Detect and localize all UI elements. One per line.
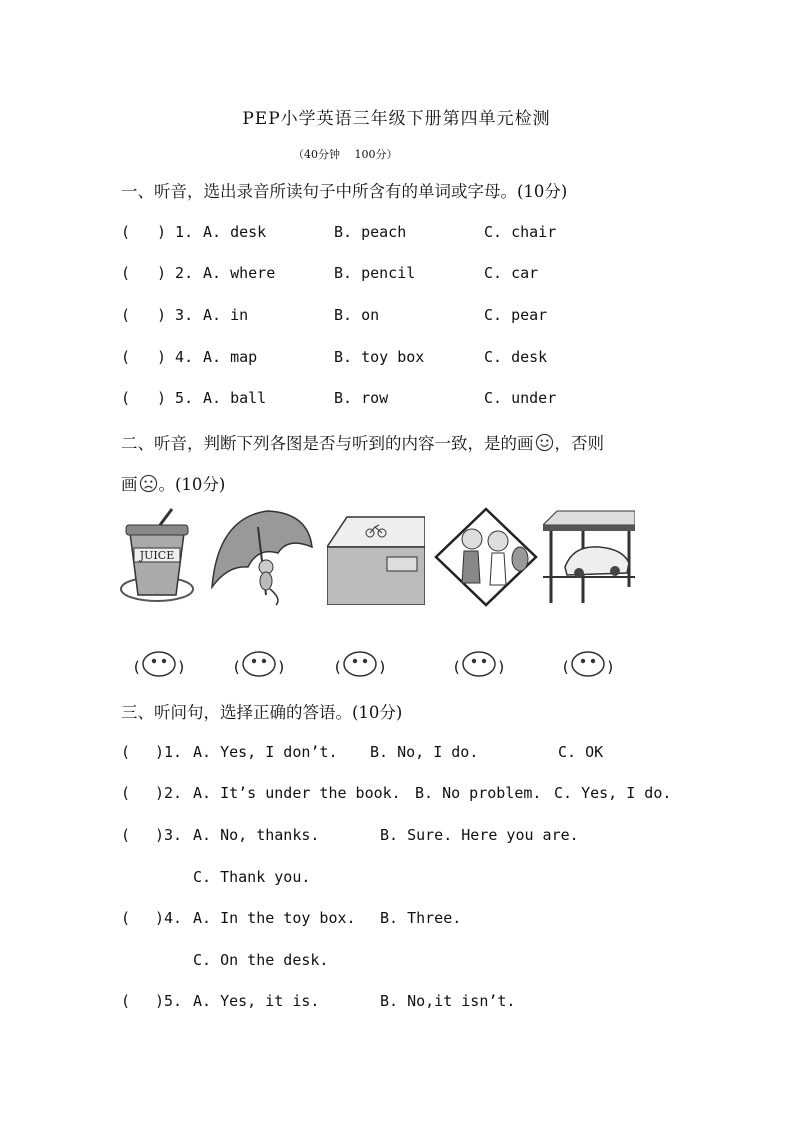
option-b: B. No,it isn’t. <box>380 992 516 1010</box>
page-title: PEP小学英语三年级下册第四单元检测 <box>242 109 551 129</box>
paren-open: ( <box>232 658 242 676</box>
option-b: B. No, I do. <box>370 743 479 761</box>
item-number: ) 4. <box>157 348 194 366</box>
answer-paren[interactable]: ( <box>121 389 131 407</box>
paren-close: ) <box>378 658 388 676</box>
section2-heading-text-2: ，否则 <box>554 434 604 453</box>
answer-paren[interactable]: ( <box>121 743 131 761</box>
section1-heading: 一、听音，选出录音所读句子中所含有的单词或字母。(10分) <box>121 182 568 201</box>
map-children-image <box>434 507 538 607</box>
answer-paren[interactable]: ( <box>121 826 131 844</box>
juice-label: JUICE <box>139 549 175 562</box>
option-a: A. Yes, I don’t. <box>193 743 338 761</box>
option-b: B. on <box>334 306 380 324</box>
option-a: A. desk <box>203 223 267 241</box>
section2-heading-line2 <box>121 471 225 495</box>
option-b: B. No problem. <box>415 784 542 802</box>
section2-heading-text: 二、听音，判断下列各图是否与听到的内容一致，是的画 <box>121 434 534 453</box>
option-b: B. Sure. Here you are. <box>380 826 579 844</box>
item-number: )1. <box>155 743 183 761</box>
paren-close: ) <box>177 658 187 676</box>
item-number: ) 3. <box>157 306 194 324</box>
item-number: )2. <box>155 784 183 802</box>
answer-paren[interactable]: ( <box>121 992 131 1010</box>
section2-heading-line1 <box>121 430 604 454</box>
option-b: B. toy box <box>334 348 425 366</box>
item-number: ) 1. <box>157 223 194 241</box>
juice-cup-image <box>120 507 194 605</box>
option-b: B. pencil <box>334 264 416 282</box>
option-c: C. Yes, I do. <box>554 784 672 802</box>
answer-slot-3[interactable] <box>333 650 387 678</box>
option-a: A. in <box>203 306 249 324</box>
page-subtitle: （40分钟 100分） <box>293 148 398 161</box>
paren-close: ) <box>606 658 616 676</box>
paren-open: ( <box>333 658 343 676</box>
option-c: C. OK <box>558 743 604 761</box>
answer-slot-1[interactable] <box>132 650 186 678</box>
item-number: )3. <box>155 826 183 844</box>
sad-face-icon <box>139 474 158 493</box>
blank-face-icon <box>570 650 606 678</box>
blank-face-icon <box>342 650 378 678</box>
paren-close: ) <box>277 658 287 676</box>
paren-open: ( <box>561 658 571 676</box>
answer-paren[interactable]: ( <box>121 223 131 241</box>
section2-heading-text-3: 画 <box>121 475 138 494</box>
smiley-face-icon <box>535 433 554 452</box>
desk-bike-image <box>327 507 425 605</box>
paren-open: ( <box>452 658 462 676</box>
option-b: B. Three. <box>380 909 462 927</box>
item-number: )4. <box>155 909 183 927</box>
blank-face-icon <box>241 650 277 678</box>
paren-open: ( <box>132 658 142 676</box>
section2-heading-text-4: 。(10分) <box>158 475 226 494</box>
answer-slot-5[interactable] <box>561 650 615 678</box>
option-a: A. No, thanks. <box>193 826 320 844</box>
option-a: A. ball <box>203 389 267 407</box>
option-a: A. It’s under the book. <box>193 784 401 802</box>
option-a: A. map <box>203 348 258 366</box>
option-c: C. Thank you. <box>193 868 311 886</box>
answer-paren[interactable]: ( <box>121 264 131 282</box>
answer-paren[interactable]: ( <box>121 909 131 927</box>
answer-paren[interactable]: ( <box>121 784 131 802</box>
option-c: C. pear <box>484 306 548 324</box>
blank-face-icon <box>461 650 497 678</box>
answer-slot-2[interactable] <box>232 650 286 678</box>
option-b: B. peach <box>334 223 407 241</box>
option-a: A. where <box>203 264 276 282</box>
section3-heading: 三、听问句，选择正确的答语。(10分) <box>121 703 403 722</box>
umbrella-monkey-image <box>208 507 316 607</box>
item-number: )5. <box>155 992 183 1010</box>
option-c: C. chair <box>484 223 557 241</box>
answer-paren[interactable]: ( <box>121 306 131 324</box>
option-c: C. car <box>484 264 539 282</box>
option-a: A. Yes, it is. <box>193 992 320 1010</box>
option-c: C. desk <box>484 348 548 366</box>
answer-slot-4[interactable] <box>452 650 506 678</box>
option-c: C. under <box>484 389 557 407</box>
item-number: ) 2. <box>157 264 194 282</box>
option-c: C. On the desk. <box>193 951 329 969</box>
table-car-image <box>543 507 635 605</box>
item-number: ) 5. <box>157 389 194 407</box>
blank-face-icon <box>141 650 177 678</box>
paren-close: ) <box>497 658 507 676</box>
answer-paren[interactable]: ( <box>121 348 131 366</box>
option-b: B. row <box>334 389 389 407</box>
option-a: A. In the toy box. <box>193 909 356 927</box>
